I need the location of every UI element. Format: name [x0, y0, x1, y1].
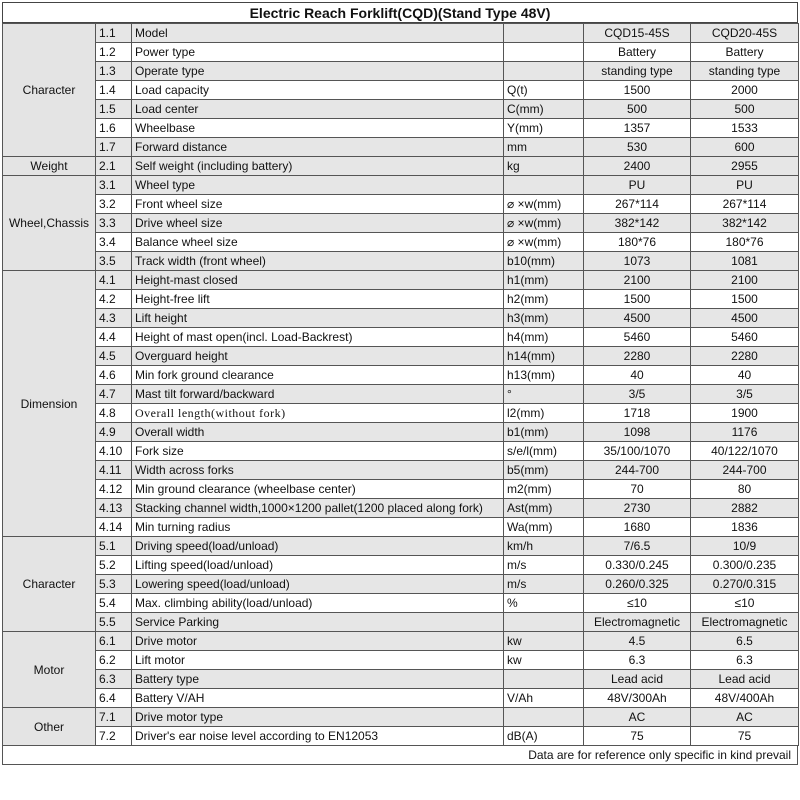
row-number: 4.12 [96, 480, 132, 499]
value-cqd20: Lead acid [691, 670, 799, 689]
row-number: 4.3 [96, 309, 132, 328]
parameter-name: Wheelbase [132, 119, 504, 138]
spec-row [3, 423, 799, 442]
value-cqd15: AC [584, 708, 691, 727]
unit-cell: s/e/l(mm) [504, 442, 584, 461]
spec-row [3, 670, 799, 689]
row-number: 4.4 [96, 328, 132, 347]
value-cqd20: 1500 [691, 290, 799, 309]
value-cqd15: 1357 [584, 119, 691, 138]
parameter-name: Lift height [132, 309, 504, 328]
value-cqd15: standing type [584, 62, 691, 81]
value-cqd20: standing type [691, 62, 799, 81]
parameter-name: Drive motor type [132, 708, 504, 727]
unit-cell [504, 670, 584, 689]
parameter-name: Front wheel size [132, 195, 504, 214]
value-cqd15: 1073 [584, 252, 691, 271]
unit-cell: ⌀ ×w(mm) [504, 195, 584, 214]
value-cqd15: 267*114 [584, 195, 691, 214]
spec-row [3, 404, 799, 423]
value-cqd20: PU [691, 176, 799, 195]
spec-row [3, 24, 799, 43]
value-cqd20: 2000 [691, 81, 799, 100]
row-number: 4.14 [96, 518, 132, 537]
row-number: 4.9 [96, 423, 132, 442]
parameter-name: Load capacity [132, 81, 504, 100]
row-number: 4.1 [96, 271, 132, 290]
value-cqd20: 382*142 [691, 214, 799, 233]
value-cqd15: 382*142 [584, 214, 691, 233]
row-number: 1.4 [96, 81, 132, 100]
unit-cell: ⌀ ×w(mm) [504, 214, 584, 233]
unit-cell: m/s [504, 575, 584, 594]
spec-row [3, 138, 799, 157]
unit-cell [504, 176, 584, 195]
value-cqd15: 40 [584, 366, 691, 385]
spec-row [3, 252, 799, 271]
parameter-name: Height of mast open(incl. Load-Backrest) [132, 328, 504, 347]
spec-row [3, 385, 799, 404]
parameter-name: Min turning radius [132, 518, 504, 537]
value-cqd20: 6.5 [691, 632, 799, 651]
row-number: 2.1 [96, 157, 132, 176]
unit-cell: % [504, 594, 584, 613]
parameter-name: Width across forks [132, 461, 504, 480]
row-number: 1.6 [96, 119, 132, 138]
spec-row [3, 81, 799, 100]
row-number: 7.2 [96, 727, 132, 746]
value-cqd15: Lead acid [584, 670, 691, 689]
value-cqd20: 3/5 [691, 385, 799, 404]
row-number: 4.8 [96, 404, 132, 423]
parameter-name: Lift motor [132, 651, 504, 670]
group-label: Motor [3, 632, 96, 708]
value-cqd15: 1500 [584, 290, 691, 309]
parameter-name: Drive wheel size [132, 214, 504, 233]
row-number: 4.11 [96, 461, 132, 480]
spec-row [3, 271, 799, 290]
value-cqd15: 4.5 [584, 632, 691, 651]
unit-cell: kw [504, 632, 584, 651]
value-cqd20: 10/9 [691, 537, 799, 556]
spec-row [3, 214, 799, 233]
value-cqd15: 530 [584, 138, 691, 157]
spec-row [3, 309, 799, 328]
row-number: 6.1 [96, 632, 132, 651]
parameter-name: Driving speed(load/unload) [132, 537, 504, 556]
unit-cell: kg [504, 157, 584, 176]
value-cqd15: 6.3 [584, 651, 691, 670]
row-number: 5.4 [96, 594, 132, 613]
row-number: 4.6 [96, 366, 132, 385]
value-cqd15: 35/100/1070 [584, 442, 691, 461]
value-cqd20: Battery [691, 43, 799, 62]
unit-cell: dB(A) [504, 727, 584, 746]
spec-row [3, 651, 799, 670]
unit-cell: h14(mm) [504, 347, 584, 366]
value-cqd20: 1836 [691, 518, 799, 537]
row-number: 5.2 [96, 556, 132, 575]
parameter-name: Operate type [132, 62, 504, 81]
value-cqd20: 4500 [691, 309, 799, 328]
value-cqd20: 0.270/0.315 [691, 575, 799, 594]
value-cqd20: 500 [691, 100, 799, 119]
row-number: 5.3 [96, 575, 132, 594]
value-cqd15: 75 [584, 727, 691, 746]
row-number: 4.7 [96, 385, 132, 404]
unit-cell: m/s [504, 556, 584, 575]
value-cqd20: ≤10 [691, 594, 799, 613]
value-cqd20: AC [691, 708, 799, 727]
spec-sheet [2, 2, 798, 765]
value-cqd15: 0.260/0.325 [584, 575, 691, 594]
parameter-name: Min fork ground clearance [132, 366, 504, 385]
row-number: 6.2 [96, 651, 132, 670]
value-cqd20: Electromagnetic [691, 613, 799, 632]
unit-cell: h2(mm) [504, 290, 584, 309]
value-cqd15: 180*76 [584, 233, 691, 252]
unit-cell: ° [504, 385, 584, 404]
unit-cell: ⌀ ×w(mm) [504, 233, 584, 252]
spec-row [3, 689, 799, 708]
value-cqd20: CQD20-45S [691, 24, 799, 43]
spec-row [3, 708, 799, 727]
row-number: 7.1 [96, 708, 132, 727]
value-cqd15: 1718 [584, 404, 691, 423]
unit-cell: kw [504, 651, 584, 670]
value-cqd20: 48V/400Ah [691, 689, 799, 708]
unit-cell: b5(mm) [504, 461, 584, 480]
value-cqd20: 600 [691, 138, 799, 157]
unit-cell: Y(mm) [504, 119, 584, 138]
value-cqd15: 70 [584, 480, 691, 499]
row-number: 4.5 [96, 347, 132, 366]
unit-cell [504, 708, 584, 727]
parameter-name: Stacking channel width,1000×1200 pallet(1200 placed along fork) [132, 499, 504, 518]
row-number: 1.5 [96, 100, 132, 119]
unit-cell [504, 613, 584, 632]
value-cqd15: Electromagnetic [584, 613, 691, 632]
spec-row [3, 727, 799, 746]
value-cqd15: 500 [584, 100, 691, 119]
parameter-name: Track width (front wheel) [132, 252, 504, 271]
row-number: 5.1 [96, 537, 132, 556]
unit-cell: C(mm) [504, 100, 584, 119]
spec-row [3, 461, 799, 480]
value-cqd20: 6.3 [691, 651, 799, 670]
value-cqd15: 2100 [584, 271, 691, 290]
parameter-name: Min ground clearance (wheelbase center) [132, 480, 504, 499]
parameter-name: Lifting speed(load/unload) [132, 556, 504, 575]
spec-row [3, 594, 799, 613]
value-cqd15: ≤10 [584, 594, 691, 613]
value-cqd20: 40/122/1070 [691, 442, 799, 461]
unit-cell: l2(mm) [504, 404, 584, 423]
spec-row [3, 575, 799, 594]
value-cqd20: 1176 [691, 423, 799, 442]
parameter-name: Height-free lift [132, 290, 504, 309]
value-cqd15: 3/5 [584, 385, 691, 404]
unit-cell: Wa(mm) [504, 518, 584, 537]
group-label: Character [3, 24, 96, 157]
unit-cell [504, 24, 584, 43]
parameter-name: Height-mast closed [132, 271, 504, 290]
group-label: Weight [3, 157, 96, 176]
row-number: 3.3 [96, 214, 132, 233]
spec-row [3, 43, 799, 62]
group-label: Character [3, 537, 96, 632]
unit-cell: Ast(mm) [504, 499, 584, 518]
row-number: 4.13 [96, 499, 132, 518]
parameter-name: Driver's ear noise level according to EN12053 [132, 727, 504, 746]
row-number: 6.4 [96, 689, 132, 708]
parameter-name: Overall width [132, 423, 504, 442]
unit-cell: mm [504, 138, 584, 157]
value-cqd20: 40 [691, 366, 799, 385]
parameter-name: Power type [132, 43, 504, 62]
value-cqd20: 244-700 [691, 461, 799, 480]
row-number: 1.2 [96, 43, 132, 62]
unit-cell: h3(mm) [504, 309, 584, 328]
parameter-name: Wheel type [132, 176, 504, 195]
value-cqd20: 180*76 [691, 233, 799, 252]
unit-cell [504, 62, 584, 81]
value-cqd20: 2955 [691, 157, 799, 176]
group-label: Other [3, 708, 96, 746]
row-number: 5.5 [96, 613, 132, 632]
parameter-name: Self weight (including battery) [132, 157, 504, 176]
value-cqd20: 80 [691, 480, 799, 499]
spec-row [3, 119, 799, 138]
unit-cell: b1(mm) [504, 423, 584, 442]
spec-row [3, 613, 799, 632]
spec-row [3, 233, 799, 252]
spec-row [3, 347, 799, 366]
value-cqd20: 75 [691, 727, 799, 746]
spec-row [3, 62, 799, 81]
value-cqd20: 5460 [691, 328, 799, 347]
spec-row [3, 480, 799, 499]
spec-row [3, 328, 799, 347]
parameter-name: Overguard height [132, 347, 504, 366]
sheet-title: Electric Reach Forklift(CQD)(Stand Type 48V) [2, 2, 798, 23]
row-number: 6.3 [96, 670, 132, 689]
spec-row [3, 556, 799, 575]
unit-cell: m2(mm) [504, 480, 584, 499]
value-cqd15: 5460 [584, 328, 691, 347]
unit-cell: b10(mm) [504, 252, 584, 271]
value-cqd20: 1900 [691, 404, 799, 423]
reference-note: Data are for reference only specific in kind prevail [2, 746, 798, 765]
row-number: 3.5 [96, 252, 132, 271]
value-cqd20: 2100 [691, 271, 799, 290]
group-label: Wheel,Chassis [3, 176, 96, 271]
parameter-name: Overall length(without fork) [132, 404, 504, 423]
parameter-name: Model [132, 24, 504, 43]
row-number: 4.10 [96, 442, 132, 461]
spec-table [2, 23, 799, 746]
parameter-name: Max. climbing ability(load/unload) [132, 594, 504, 613]
value-cqd20: 0.300/0.235 [691, 556, 799, 575]
unit-cell [504, 43, 584, 62]
unit-cell: h13(mm) [504, 366, 584, 385]
parameter-name: Lowering speed(load/unload) [132, 575, 504, 594]
value-cqd20: 267*114 [691, 195, 799, 214]
value-cqd15: 2730 [584, 499, 691, 518]
value-cqd20: 2280 [691, 347, 799, 366]
value-cqd15: 48V/300Ah [584, 689, 691, 708]
spec-row [3, 157, 799, 176]
spec-row [3, 518, 799, 537]
parameter-name: Balance wheel size [132, 233, 504, 252]
value-cqd20: 2882 [691, 499, 799, 518]
unit-cell: h1(mm) [504, 271, 584, 290]
parameter-name: Battery type [132, 670, 504, 689]
spec-row [3, 195, 799, 214]
unit-cell: h4(mm) [504, 328, 584, 347]
row-number: 4.2 [96, 290, 132, 309]
parameter-name: Battery V/AH [132, 689, 504, 708]
value-cqd20: 1081 [691, 252, 799, 271]
spec-row [3, 442, 799, 461]
parameter-name: Forward distance [132, 138, 504, 157]
row-number: 1.7 [96, 138, 132, 157]
value-cqd15: 1500 [584, 81, 691, 100]
value-cqd15: 2280 [584, 347, 691, 366]
row-number: 3.2 [96, 195, 132, 214]
value-cqd15: 0.330/0.245 [584, 556, 691, 575]
group-label: Dimension [3, 271, 96, 537]
parameter-name: Fork size [132, 442, 504, 461]
parameter-name: Load center [132, 100, 504, 119]
spec-row [3, 537, 799, 556]
value-cqd15: CQD15-45S [584, 24, 691, 43]
value-cqd15: Battery [584, 43, 691, 62]
value-cqd15: 7/6.5 [584, 537, 691, 556]
spec-row [3, 100, 799, 119]
row-number: 1.3 [96, 62, 132, 81]
parameter-name: Service Parking [132, 613, 504, 632]
row-number: 3.1 [96, 176, 132, 195]
spec-row [3, 632, 799, 651]
value-cqd20: 1533 [691, 119, 799, 138]
row-number: 1.1 [96, 24, 132, 43]
spec-row [3, 176, 799, 195]
spec-row [3, 290, 799, 309]
value-cqd15: 1098 [584, 423, 691, 442]
spec-row [3, 366, 799, 385]
parameter-name: Drive motor [132, 632, 504, 651]
value-cqd15: 4500 [584, 309, 691, 328]
value-cqd15: PU [584, 176, 691, 195]
value-cqd15: 1680 [584, 518, 691, 537]
unit-cell: V/Ah [504, 689, 584, 708]
value-cqd15: 2400 [584, 157, 691, 176]
spec-row [3, 499, 799, 518]
value-cqd15: 244-700 [584, 461, 691, 480]
parameter-name: Mast tilt forward/backward [132, 385, 504, 404]
row-number: 3.4 [96, 233, 132, 252]
unit-cell: km/h [504, 537, 584, 556]
unit-cell: Q(t) [504, 81, 584, 100]
